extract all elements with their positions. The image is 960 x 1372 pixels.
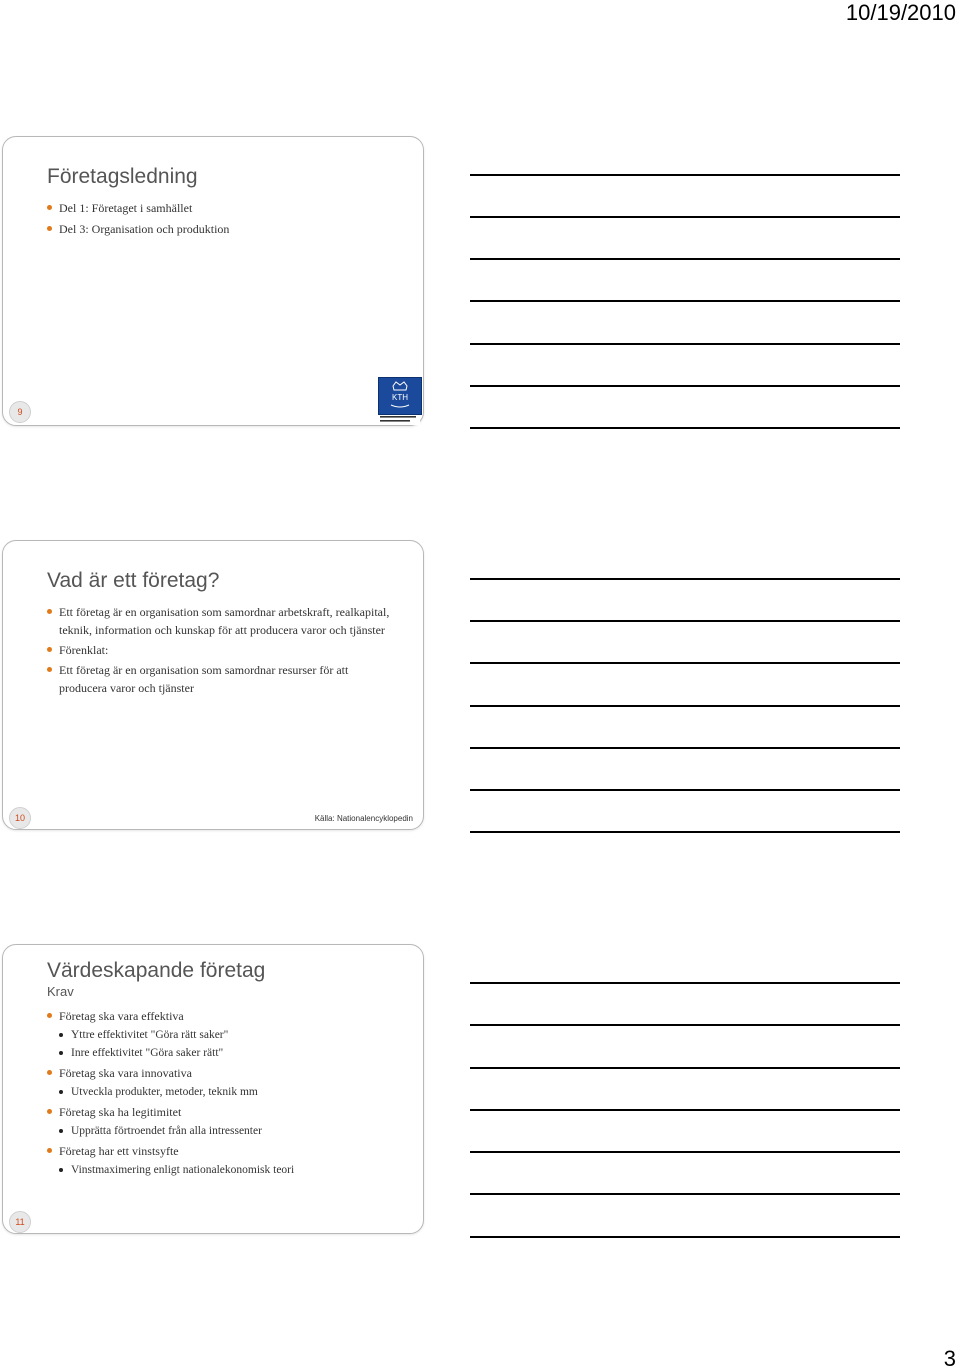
bullet-list	[47, 199, 397, 238]
sub-bullet-item: Upprätta förtroendet från alla intressenter	[59, 1122, 397, 1140]
source-citation: Källa: Nationalencyklopedin	[314, 814, 413, 823]
note-line	[470, 216, 900, 218]
bullet-item: Del 1: Företaget i samhället	[47, 199, 397, 217]
slide-subtitle: Krav	[47, 984, 74, 999]
note-line	[470, 831, 900, 833]
note-line	[470, 385, 900, 387]
slide-title: Vad är ett företag?	[47, 569, 220, 592]
logo-text: KTH	[392, 393, 408, 402]
note-line	[470, 1236, 900, 1238]
slide-number-badge: 9	[9, 401, 31, 423]
kth-logo-icon	[378, 377, 420, 425]
note-line	[470, 982, 900, 984]
note-line	[470, 1067, 900, 1069]
bullet-item: Företag ska vara innovativa	[47, 1064, 397, 1082]
note-line	[470, 1193, 900, 1195]
note-line	[470, 1109, 900, 1111]
note-line	[470, 300, 900, 302]
slide-title: Värdeskapande företag	[47, 959, 266, 982]
note-line	[470, 174, 900, 176]
note-line	[470, 705, 900, 707]
note-line	[470, 1151, 900, 1153]
note-line	[470, 747, 900, 749]
handout-date: 10/19/2010	[845, 0, 956, 25]
sub-bullet-item: Yttre effektivitet "Göra rätt saker"	[59, 1026, 397, 1044]
note-line	[470, 343, 900, 345]
note-line	[470, 620, 900, 622]
bullet-item: Företag ska ha legitimitet	[47, 1103, 397, 1121]
slide-number-badge: 10	[9, 807, 31, 829]
note-line	[470, 789, 900, 791]
note-line	[470, 578, 900, 580]
bullet-item: Ett företag är en organisation som samordnar arbetskraft, realkapital, teknik, information och kunskap för att producera varor och tjänster	[47, 603, 397, 639]
note-line	[470, 258, 900, 260]
slide-11	[2, 944, 424, 1234]
bullet-item: Ett företag är en organisation som samordnar resurser för att producera varor och tjänster	[47, 661, 397, 697]
slide-10	[2, 540, 424, 830]
bullet-list	[47, 1007, 397, 1179]
bullet-item: Företag ska vara effektiva	[47, 1007, 397, 1025]
slide-number-badge: 11	[9, 1211, 31, 1233]
bullet-list	[47, 603, 397, 697]
slide-title: Företagsledning	[47, 165, 198, 188]
sub-bullet-item: Inre effektivitet "Göra saker rätt"	[59, 1044, 397, 1062]
slide-9	[2, 136, 424, 426]
sub-bullet-item: Vinstmaximering enligt nationalekonomisk teori	[59, 1161, 397, 1179]
sub-bullet-item: Utveckla produkter, metoder, teknik mm	[59, 1083, 397, 1101]
bullet-item: Förenklat:	[47, 641, 397, 659]
bullet-item: Del 3: Organisation och produktion	[47, 220, 397, 238]
note-line	[470, 1024, 900, 1026]
bullet-item: Företag har ett vinstsyfte	[47, 1142, 397, 1160]
note-line	[470, 427, 900, 429]
note-line	[470, 662, 900, 664]
page-number: 3	[943, 1346, 956, 1371]
